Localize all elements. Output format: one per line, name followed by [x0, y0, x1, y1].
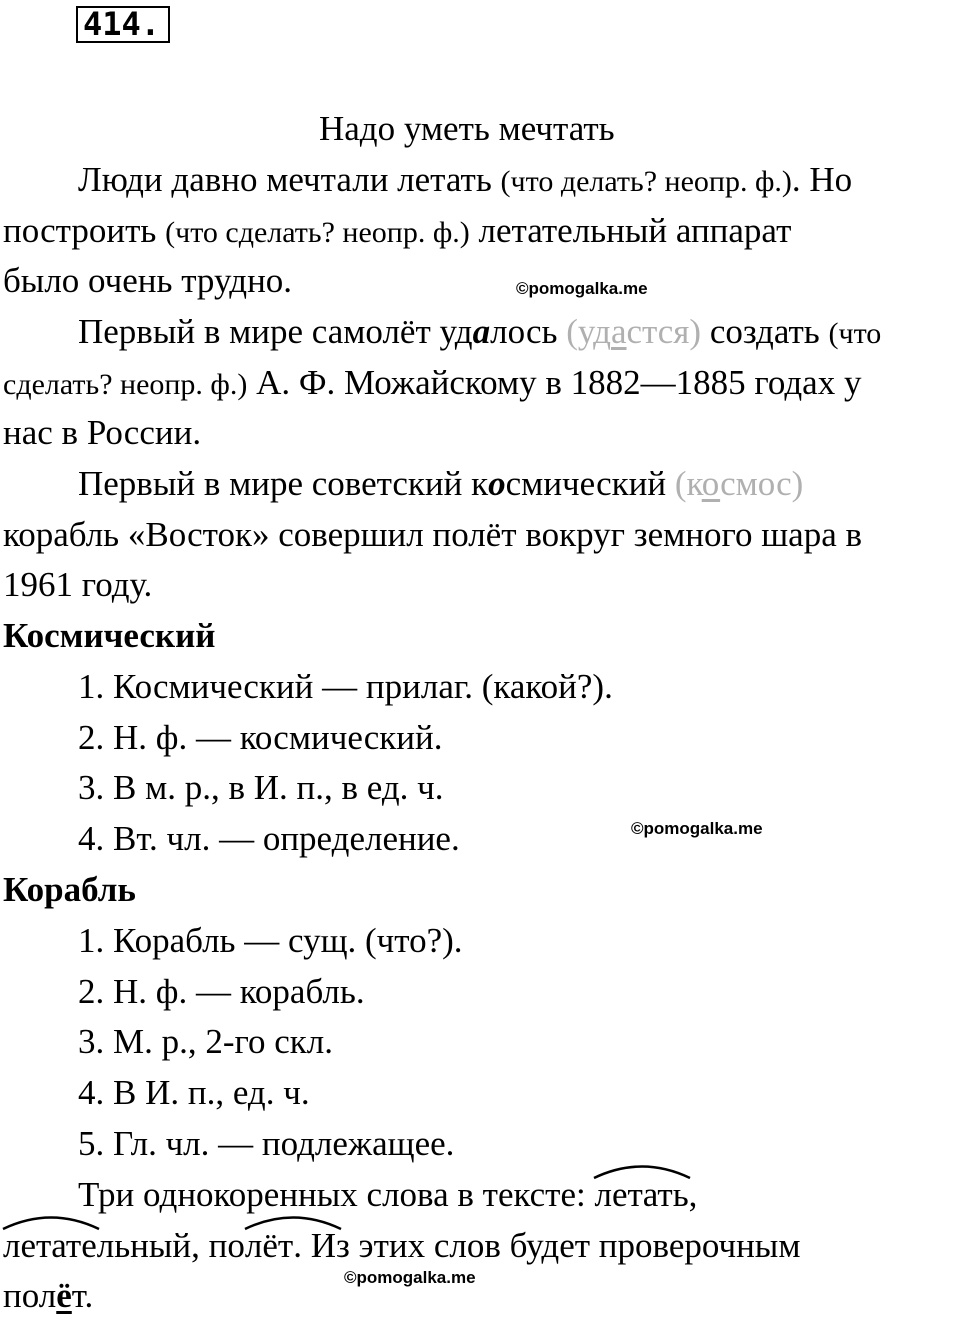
watermark-2: ©pomogalka.me: [631, 819, 763, 838]
p2-highlight-letter: а: [472, 312, 491, 351]
p2-line1: [78, 310, 881, 356]
p2-l2-note: сделать? неопр. ф.): [3, 368, 248, 401]
parse1-item: 2. Н. ф. — космический.: [78, 718, 443, 757]
p2-l1-note: (что: [828, 317, 882, 350]
p1-line3: было очень трудно.: [3, 261, 293, 300]
word2-root: лет: [3, 1224, 51, 1268]
p1-l2-b: летательный аппарат: [469, 211, 792, 250]
conclusion-line1: [78, 1173, 697, 1217]
parse2-item: 1. Корабль — сущ. (что?).: [78, 921, 463, 960]
p1-line1: [78, 158, 852, 204]
watermark-1: ©pomogalka.me: [516, 279, 648, 298]
parse2-heading: Корабль: [3, 870, 136, 909]
watermark-3: ©pomogalka.me: [344, 1268, 476, 1287]
p3-l1-b: смический: [505, 464, 675, 503]
final-word-letter: ё: [56, 1276, 72, 1315]
p1-l2-a: построить: [3, 211, 166, 250]
p1-l2-note: (что сделать? неопр. ф.): [165, 216, 470, 249]
p3-line1: [78, 462, 803, 506]
p2-line2: [3, 361, 861, 407]
word1-root: лет: [594, 1173, 642, 1217]
word2-end: ательный,: [51, 1226, 209, 1265]
text-title: Надо уметь мечтать: [319, 109, 615, 148]
parse2-item: 5. Гл. чл. — подлежащее.: [78, 1124, 455, 1163]
parse1-heading: Космический: [3, 616, 216, 655]
parse2-item: 2. Н. ф. — корабль.: [78, 972, 365, 1011]
p2-l2-b: А. Ф. Можайскому в 1882—1885 годах у: [247, 363, 862, 402]
p3-l1-a: Первый в мире советский к: [78, 464, 489, 503]
exercise-number: 414.: [76, 6, 170, 43]
word3-end: . Из этих слов будет проверочным: [293, 1226, 801, 1265]
p2-check-word: (удастся): [566, 312, 702, 351]
root-arc-icon: [1, 1214, 101, 1230]
conclusion-l1-a: Три однокоренных слова в тексте:: [78, 1175, 595, 1214]
parse2-item: 4. В И. п., ед. ч.: [78, 1073, 310, 1112]
p3-line2: корабль «Восток» совершил полёт вокруг земного шара в: [3, 515, 863, 554]
root-arc-icon: [592, 1163, 692, 1179]
conclusion-line3: [3, 1274, 93, 1318]
final-word-end: т.: [71, 1276, 94, 1315]
p2-l1-b: лось: [490, 312, 567, 351]
parse1-item: 1. Космический — прилаг. (какой?).: [78, 667, 613, 706]
p1-l1-b: . Но: [791, 160, 853, 199]
p2-l1-c: создать: [701, 312, 829, 351]
parse2-item: 3. М. р., 2-го скл.: [78, 1022, 334, 1061]
root-arc-icon: [243, 1214, 343, 1230]
p3-line3: 1961 году.: [3, 565, 153, 604]
p3-highlight-letter: о: [488, 464, 506, 503]
p2-l1-a: Первый в мире самолёт уд: [78, 312, 473, 351]
parse1-item: 3. В м. р., в И. п., в ед. ч.: [78, 768, 444, 807]
conclusion-line2: [3, 1224, 800, 1268]
p1-l1-a: Люди давно мечтали летать: [78, 160, 501, 199]
p1-line2: [3, 209, 791, 255]
word3-prefix: по: [208, 1226, 245, 1265]
p1-l1-note: (что делать? неопр. ф.): [500, 165, 792, 198]
p3-check-word: (космос): [674, 464, 804, 503]
word1-end: ать,: [642, 1175, 698, 1214]
parse1-item: 4. Вт. чл. — определение.: [78, 819, 460, 858]
word3-root: лёт: [245, 1224, 293, 1268]
final-word-pre: пол: [3, 1276, 57, 1315]
p2-line3: нас в России.: [3, 413, 202, 452]
